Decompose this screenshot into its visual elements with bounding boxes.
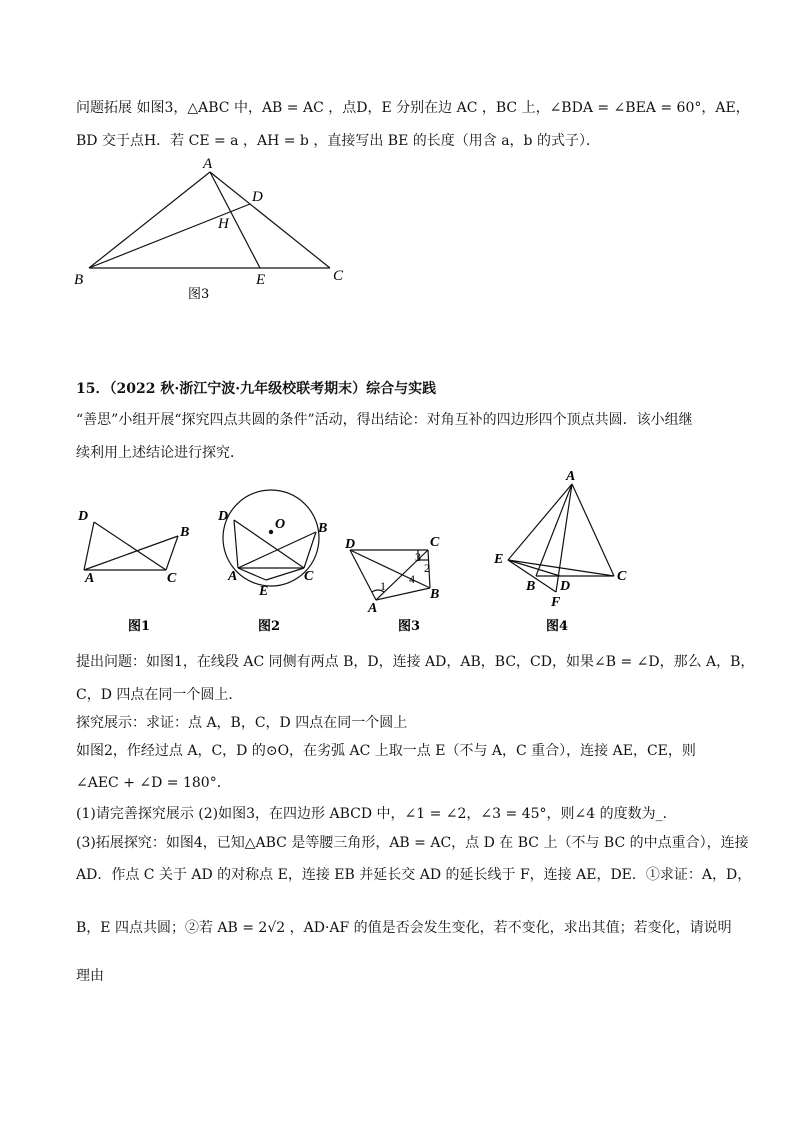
fig3-label-4: 4 <box>409 572 415 586</box>
fig4-label-F: F <box>551 595 561 610</box>
question-3-line1: (3)拓展探究：如图4，已知△ABC 是等腰三角形，AB = AC，点 D 在 BC 上（不与 BC 的中点重合），连接 <box>76 835 749 851</box>
problem15-intro2: 续利用上述结论进行探究． <box>76 445 244 461</box>
fig2-label-D: D <box>218 509 229 524</box>
fig3a-label-D: D <box>252 189 263 205</box>
fig4-label-D: D <box>560 579 571 594</box>
fig1-caption: 图1 <box>128 619 151 634</box>
fig3-label-C: C <box>430 535 440 550</box>
problem14-line1: 问题拓展 如图3，△ABC 中，AB = AC ，点D，E 分别在边 AC ，BC 上，∠BDA = ∠BEA = 60°，AE， <box>76 100 750 116</box>
problem15-p2: C，D 四点在同一个圆上． <box>76 687 243 703</box>
fig2-label-A: A <box>228 569 238 584</box>
fig3-caption: 图3 <box>398 619 421 634</box>
fig4-label-C: C <box>617 569 627 584</box>
problem14-line2: BD 交于点H．若 CE = a ，AH = b ，直接写出 BE 的长度（用含 a，b 的式子）． <box>76 133 600 149</box>
fig4-label-E: E <box>494 552 504 567</box>
question-3-line3: B，E 四点共圆；②若 AB = 2√2 ，AD·AF 的值是否会发生变化，若不变化，求出其值；若变化，请说明 <box>76 920 732 936</box>
problem15-p4: 如图2，作经过点 A，C，D 的⊙O，在劣弧 AC 上取一点 E（不与 A，C 重合），连接 AE，CE，则 <box>76 743 696 759</box>
fig3a-label-H: H <box>218 216 229 232</box>
fig4-caption: 图4 <box>546 619 569 634</box>
fig3-label-A: A <box>368 601 378 616</box>
fig2-label-E: E <box>259 584 269 599</box>
fig1-label-D: D <box>78 509 89 524</box>
fig2-label-B: B <box>318 521 328 536</box>
problem15-intro1: “善思”小组开展“探究四点共圆的条件”活动，得出结论：对角互补的四边形四个顶点共圆．该小组继 <box>76 412 693 428</box>
problem15-p3: 探究展示：求证：点 A，B，C，D 四点在同一个圆上 <box>76 715 408 731</box>
fig2-label-O: O <box>275 517 286 532</box>
fig2-caption: 图2 <box>258 619 281 634</box>
fig3-label-B: B <box>430 587 440 602</box>
fig3-label-1: 1 <box>380 579 386 593</box>
question-3-line2: AD．作点 C 关于 AD 的对称点 E，连接 EB 并延长交 AD 的延长线于 F，连接 AE，DE．①求证：A，D， <box>76 867 752 883</box>
fig3a-caption: 图3 <box>188 287 210 302</box>
fig1-label-A: A <box>85 571 95 586</box>
question-1-2: (1)请完善探究展示 (2)如图3，在四边形 ABCD 中，∠1 = ∠2，∠3 = 45°，则∠4 的度数为_． <box>76 806 677 822</box>
problem15-p5: ∠AEC + ∠D = 180°． <box>76 775 231 791</box>
fig3a-label-B: B <box>74 272 84 288</box>
question-3-line4: 理由 <box>76 968 104 984</box>
fig3-label-2: 2 <box>424 561 430 575</box>
fig2-label-C: C <box>304 569 314 584</box>
fig3a-label-C: C <box>333 268 344 284</box>
fig3-label-D: D <box>345 537 356 552</box>
fig1-label-C: C <box>167 571 177 586</box>
problem15-header: 15．（2022 秋·浙江宁波·九年级校联考期末）综合与实践 <box>76 381 437 397</box>
problem15-p1: 提出问题：如图1，在线段 AC 同侧有两点 B，D，连接 AD，AB，BC，CD，如果∠B = ∠D，那么 A，B， <box>76 654 755 670</box>
fig3a-label-A: A <box>203 156 213 172</box>
fig3-label-3: 3 <box>415 550 421 564</box>
fig3a-label-E: E <box>256 272 266 288</box>
fig1-label-B: B <box>180 525 190 540</box>
fig4-label-B: B <box>526 579 536 594</box>
fig4-label-A: A <box>566 469 576 484</box>
